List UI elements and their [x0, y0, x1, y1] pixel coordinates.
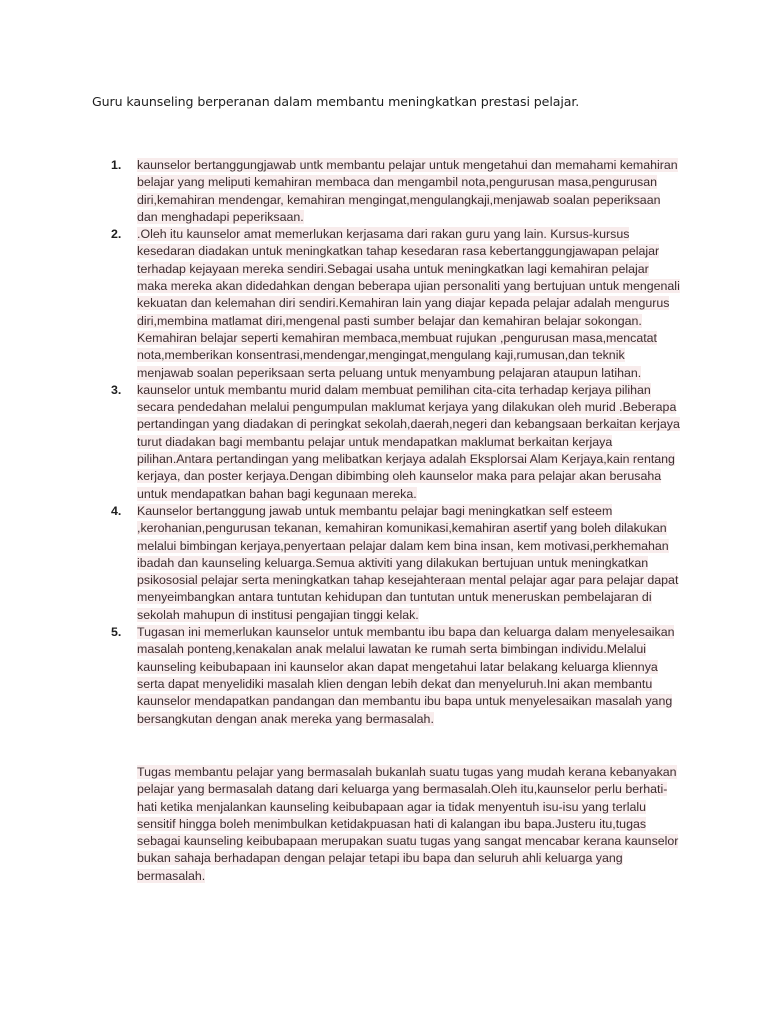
- list-item-text: [137, 382, 682, 503]
- highlighted-text: Kemahiran belajar seperti kemahiran membaca,membuat rujukan ,pengurusan masa,mencatat nota,memberikan konsentrasi,mendengar,mengingat,mengulang kaji,rumusan,dan teknik menjawab soalan peperiksaan serta peluang untuk menyambung pelajaran ataupun latihan.: [137, 330, 657, 380]
- highlighted-text: Tugas membantu pelajar yang bermasalah bukanlah suatu tugas yang mudah kerana kebanyakan pelajar yang bermasalah datang dari keluarga yang bermasalah.Oleh itu,kaunselor perlu berhati-hati ketika menjalankan kaunseling keibubapaan agar ia tidak menyentuh isu-isu yang terlalu sensitif hingga boleh menimbulkan ketidakpuasan hati di kalangan ibu bapa.Justeru itu,tugas sebagai kaunseling keibubapaan merupakan suatu tugas yang sangat mencabar kerana kaunselor bukan sahaja berhadapan dengan pelajar tetapi ibu bapa dan seluruh ahli keluarga yang bermasalah.: [137, 765, 679, 883]
- list-number: 3.: [111, 382, 122, 397]
- closing-paragraph: [137, 764, 687, 885]
- list-number: 5.: [111, 625, 122, 640]
- list-item-continuation: [137, 330, 682, 382]
- list-number: 4.: [111, 503, 122, 518]
- list-item: [0, 157, 768, 226]
- numbered-list: [0, 157, 768, 728]
- list-item-text: [137, 503, 682, 624]
- list-item: [0, 226, 768, 382]
- highlighted-text: .Oleh itu kaunselor amat memerlukan kerjasama dari rakan guru yang lain. Kursus-kursus kesedaran diadakan untuk meningkatkan tahap kesedaran rasa kebertanggungjawapan pelajar terhadap kejayaan mereka sendiri.Sebagai usaha untuk meningkatkan lagi kemahiran pelajar maka mereka akan didedahkan dengan beberapa ujian personaliti yang bertujuan untuk mengenali kekuatan dan kelemahan diri sendiri.Kemahiran lain yang diajar kepada pelajar adalah mengurus diri,membina matlamat diri,mengenal pasti sumber belajar dan kemahiran belajar sokongan.: [137, 227, 680, 328]
- list-item: [0, 503, 768, 624]
- highlighted-text: kaunselor untuk membantu murid dalam membuat pemilihan cita-cita terhadap kerjaya pilihan secara pendedahan melalui pengumpulan maklumat kerjaya yang dilakukan oleh murid .Beberapa pertandingan yang diadakan di peringkat sekolah,daerah,negeri dan kebangsaan berkaitan kerjaya turut diadakan bagi membantu pelajar untuk mendapatkan maklumat berkaitan kerjaya pilihan.Antara pertandingan yang melibatkan kerjaya adalah Eksplorsai Alam Kerjaya,kain rentang kerjaya, dan poster kerjaya.Dengan dibimbing oleh kaunselor maka para pelajar akan berusaha untuk mendapatkan bahan bagi kegunaan mereka.: [137, 382, 680, 501]
- list-item-text: [137, 157, 682, 226]
- document-title: Guru kaunseling berperanan dalam membantu meningkatkan prestasi pelajar.: [92, 94, 580, 109]
- highlighted-text: Kaunselor bertanggung jawab untuk membantu pelajar bagi meningkatkan self esteem ,kerohanian,pengurusan tekanan, kemahiran komunikasi,kemahiran asertif yang boleh dilakukan melalui bimbingan kerjaya,penyertaan pelajar dalam kem bina insan, kem motivasi,perkhemahan ibadah dan kaunseling keluarga.Semua aktiviti yang dilakukan bertujuan untuk meningkatkan psikososial pelajar serta meningkatkan tahap kesejahteraan mental pelajar agar para pelajar dapat menyeimbangkan antara tuntutan kehidupan dan tuntutan untuk meneruskan pembelajaran di sekolah mahupun di institusi pengajian tinggi kelak.: [137, 503, 679, 622]
- list-item-text: [137, 226, 682, 330]
- list-item-text: [137, 624, 682, 728]
- list-number: 2.: [111, 227, 122, 242]
- highlighted-text: Tugasan ini memerlukan kaunselor untuk membantu ibu bapa dan keluarga dalam menyelesaikan masalah ponteng,kenakalan anak melalui lawatan ke rumah serta bimbingan individu.Melalui kaunseling keibubapaan ini kaunselor akan dapat mengetahui latar belakang keluarga kliennya serta dapat menyelidiki masalah klien dengan lebih dekat dan menyeluruh.Ini akan membantu kaunselor mendapatkan pandangan dan membantu ibu bapa untuk menyelesaikan masalah yang bersangkutan dengan anak mereka yang bermasalah.: [137, 625, 675, 726]
- list-item: [0, 624, 768, 728]
- list-item: [0, 382, 768, 503]
- list-number: 1.: [111, 158, 122, 172]
- highlighted-text: kaunselor bertanggungjawab untk membantu pelajar untuk mengetahui dan memahami kemahiran belajar yang meliputi kemahiran membaca dan mengambil nota,pengurusan masa,pengurusan diri,kemahiran mendengar, kemahiran mengingat,mengulangkaji,menjawab soalan peperiksaan dan menghadapi peperiksaan.: [137, 158, 678, 224]
